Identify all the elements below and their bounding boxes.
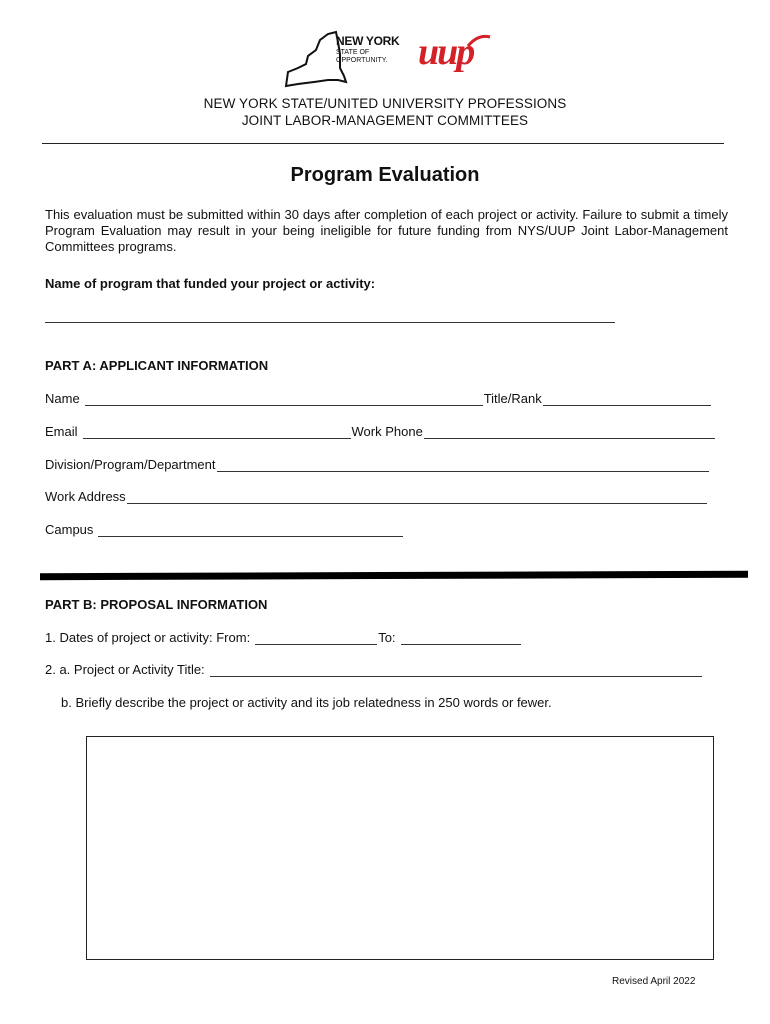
description-textarea[interactable]	[86, 736, 714, 960]
describe-label: b. Briefly describe the project or activity and its job relatedness in 250 words or fewer.	[61, 695, 552, 710]
project-title-label: 2. a. Project or Activity Title:	[45, 662, 205, 677]
nys-logo-text-line1: NEW YORK	[336, 34, 400, 48]
title-rank-field[interactable]	[543, 393, 711, 406]
intro-paragraph: This evaluation must be submitted within 30 days after completion of each project or activity. Failure to submit a timely Program Evaluation may result in your being ineligible for future funding from NYS/UUP Joint Labor-Management Committees programs.	[45, 207, 728, 254]
nys-logo-text-line2: STATE OF	[336, 49, 370, 56]
uup-logo-swoosh	[466, 34, 492, 53]
funded-program-field[interactable]	[45, 310, 615, 323]
dates-from-field[interactable]	[255, 632, 377, 645]
nys-logo	[284, 28, 414, 90]
email-field[interactable]	[83, 426, 351, 439]
dates-to-label: To:	[378, 630, 396, 645]
part-a-heading: PART A: APPLICANT INFORMATION	[45, 358, 269, 373]
division-label: Division/Program/Department	[45, 457, 216, 472]
swoosh-icon	[466, 34, 492, 48]
name-row	[45, 391, 712, 406]
dates-row	[45, 630, 522, 645]
header-line-2: JOINT LABOR-MANAGEMENT COMMITTEES	[241, 113, 529, 128]
header-line-1: NEW YORK STATE/UNITED UNIVERSITY PROFESSIONS	[203, 96, 567, 111]
name-label: Name	[45, 391, 80, 406]
work-address-row	[45, 489, 708, 504]
section-divider	[40, 571, 748, 580]
project-title-field[interactable]	[210, 664, 702, 677]
work-address-field[interactable]	[127, 491, 707, 504]
email-label: Email	[45, 424, 78, 439]
work-phone-field[interactable]	[424, 426, 715, 439]
dates-to-field[interactable]	[401, 632, 521, 645]
funded-program-label: Name of program that funded your project or activity:	[45, 276, 376, 291]
title-rank-label: Title/Rank	[483, 391, 542, 406]
campus-field[interactable]	[98, 524, 403, 537]
work-address-label: Work Address	[45, 489, 126, 504]
page-title: Program Evaluation	[290, 164, 480, 186]
revision-date: Revised April 2022	[612, 976, 696, 987]
work-phone-label: Work Phone	[351, 424, 423, 439]
email-row	[45, 424, 716, 439]
uup-logo: uup	[418, 31, 474, 73]
division-row	[45, 457, 710, 472]
dates-from-label: 1. Dates of project or activity: From:	[45, 630, 251, 645]
nys-logo-text-line3: OPPORTUNITY.	[336, 57, 388, 64]
campus-label: Campus	[45, 522, 94, 537]
division-field[interactable]	[217, 459, 709, 472]
part-b-heading: PART B: PROPOSAL INFORMATION	[45, 597, 268, 612]
name-field[interactable]	[85, 393, 483, 406]
campus-row	[45, 522, 404, 537]
header-divider	[42, 143, 724, 144]
project-title-row	[45, 662, 703, 677]
